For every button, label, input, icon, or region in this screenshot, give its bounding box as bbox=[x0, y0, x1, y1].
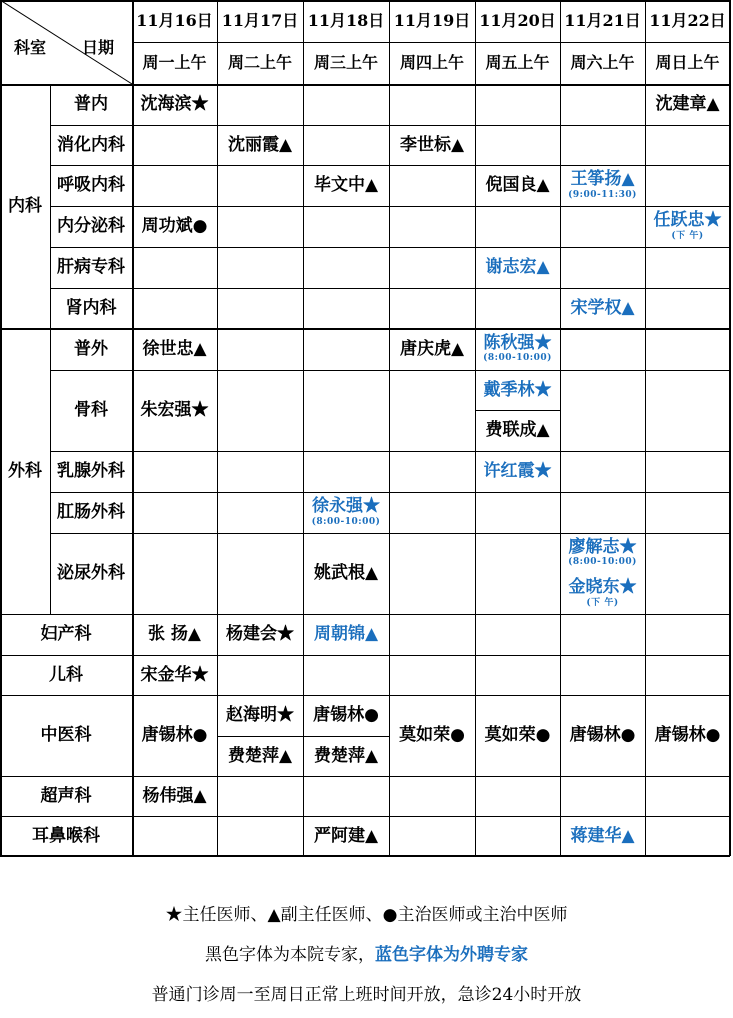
doctor-entry-text: 廖解志★ bbox=[568, 536, 637, 557]
doctor-entry-text: 沈丽霞▲ bbox=[227, 134, 293, 155]
doctor-entry-text: 周朝锦▲ bbox=[313, 624, 379, 645]
doctor-entry-text: 莫如荣● bbox=[399, 725, 465, 746]
doctor-entry bbox=[217, 695, 303, 736]
dept-xiaohua-text: 消化内科 bbox=[57, 134, 125, 155]
doctor-entry-time: (9:00-11:30) bbox=[568, 189, 637, 200]
dept-ruxian bbox=[50, 451, 132, 492]
doctor-entry-text: 宋金华★ bbox=[140, 664, 209, 685]
doctor-entry-text: 唐锡林● bbox=[569, 725, 636, 746]
dept-putong_nei-text: 普内 bbox=[74, 94, 108, 115]
doctor-entry-text: 朱宏强★ bbox=[140, 400, 209, 421]
dept-huxi-text: 呼吸内科 bbox=[57, 175, 125, 196]
doctor-entry bbox=[560, 695, 645, 776]
doctor-entry bbox=[217, 614, 303, 655]
doctor-entry-text: 沈海滨★ bbox=[140, 94, 209, 115]
doctor-entry bbox=[475, 370, 560, 410]
doctor-entry-time: (8:00-10:00) bbox=[568, 557, 637, 568]
dept-chaosheng bbox=[0, 776, 132, 816]
weekday-header-text: 周五上午 bbox=[485, 53, 550, 73]
dept-xiaohua bbox=[50, 125, 132, 165]
doctor-entry bbox=[475, 695, 560, 776]
doctor-entry bbox=[560, 533, 645, 573]
doctor-entry bbox=[217, 125, 303, 165]
doctor-entry bbox=[645, 206, 730, 247]
doctor-entry bbox=[132, 84, 217, 125]
doctor-entry bbox=[132, 614, 217, 655]
doctor-entry-text: 唐锡林● bbox=[141, 725, 208, 746]
date-header bbox=[645, 0, 730, 42]
dept-guke-text: 骨科 bbox=[74, 400, 108, 421]
doctor-entry-text: 王筝扬▲ bbox=[570, 169, 635, 190]
weekday-header bbox=[132, 42, 217, 84]
doctor-entry-text: 任跃忠★ bbox=[653, 210, 722, 231]
dept-ganbing bbox=[50, 247, 132, 288]
weekday-header bbox=[560, 42, 645, 84]
date-header-text: 11月21日 bbox=[564, 11, 641, 31]
dept-miniao bbox=[50, 533, 132, 614]
date-header-text: 11月18日 bbox=[307, 11, 385, 31]
dept-shennei-text: 肾内科 bbox=[65, 297, 117, 318]
date-header bbox=[560, 0, 645, 42]
doctor-entry bbox=[303, 695, 389, 736]
dept-zhongyi bbox=[0, 695, 132, 776]
group-surgery bbox=[0, 328, 50, 614]
weekday-header bbox=[389, 42, 475, 84]
doctor-entry-text: 金晓东★ bbox=[568, 577, 637, 598]
doctor-entry-text: 李世标▲ bbox=[399, 134, 465, 155]
doctor-entry-text: 唐庆虎▲ bbox=[399, 338, 465, 359]
dept-chaosheng-text: 超声科 bbox=[40, 785, 92, 806]
doctor-entry bbox=[132, 695, 217, 776]
date-header bbox=[475, 0, 560, 42]
doctor-entry bbox=[475, 165, 560, 206]
dept-erke-text: 儿科 bbox=[49, 664, 83, 685]
legend-rank-key: ★主任医师、▲副主任医师、●主治医师或主治中医师 bbox=[165, 905, 568, 925]
dept-huxi bbox=[50, 165, 132, 206]
doctor-entry bbox=[560, 573, 645, 614]
group-surgery-text: 外科 bbox=[8, 460, 42, 481]
dept-miniao-text: 泌尿外科 bbox=[57, 563, 125, 584]
legend-internal-note: 黑色字体为本院专家， bbox=[205, 945, 375, 965]
dept-guke bbox=[50, 370, 132, 451]
doctor-entry bbox=[303, 165, 389, 206]
doctor-entry bbox=[303, 492, 389, 533]
doctor-entry bbox=[303, 533, 389, 614]
dept-zhongyi-text: 中医科 bbox=[40, 725, 92, 746]
weekday-header bbox=[645, 42, 730, 84]
doctor-entry-text: 许红霞★ bbox=[483, 461, 552, 482]
date-header bbox=[303, 0, 389, 42]
doctor-entry-text: 费楚萍▲ bbox=[227, 745, 293, 766]
dept-ganbing-text: 肝病专科 bbox=[57, 257, 125, 278]
date-header-text: 11月20日 bbox=[479, 11, 556, 31]
doctor-entry-time: (下 午) bbox=[671, 230, 704, 241]
date-header bbox=[132, 0, 217, 42]
doctor-entry bbox=[389, 328, 475, 370]
dept-gangchang-text: 肛肠外科 bbox=[57, 502, 125, 523]
dept-putong_nei bbox=[50, 84, 132, 125]
doctor-entry bbox=[645, 84, 730, 125]
legend-external-note: 蓝色字体为外聘专家 bbox=[375, 945, 528, 965]
doctor-entry-text: 唐锡林● bbox=[654, 725, 721, 746]
weekday-header-text: 周六上午 bbox=[570, 53, 635, 73]
dept-fuchan bbox=[0, 614, 132, 655]
legend bbox=[0, 895, 733, 1015]
doctor-entry bbox=[475, 451, 560, 492]
corner-dept-label: 科室 bbox=[14, 38, 47, 57]
corner-date-label: 日期 bbox=[82, 38, 115, 57]
legend-color-key bbox=[0, 935, 733, 975]
legend-opening-hours: 普通门诊周一至周日正常上班时间开放，急诊24小时开放 bbox=[151, 985, 582, 1005]
dept-neifenmi bbox=[50, 206, 132, 247]
dept-fuchan-text: 妇产科 bbox=[40, 624, 92, 645]
date-header-text: 11月16日 bbox=[136, 11, 213, 31]
group-internal bbox=[0, 84, 50, 328]
doctor-entry-text: 陈秋强★ bbox=[483, 332, 552, 353]
doctor-entry bbox=[560, 165, 645, 206]
dept-erbihou-text: 耳鼻喉科 bbox=[32, 825, 100, 846]
date-header-text: 11月17日 bbox=[221, 11, 299, 31]
doctor-entry-text: 戴季林★ bbox=[483, 379, 552, 400]
header-diagonal bbox=[0, 0, 132, 84]
doctor-entry bbox=[560, 816, 645, 856]
dept-gangchang bbox=[50, 492, 132, 533]
doctor-entry-text: 张 扬▲ bbox=[148, 624, 201, 645]
doctor-entry bbox=[389, 695, 475, 776]
weekday-header-text: 周二上午 bbox=[227, 53, 292, 73]
doctor-entry-text: 莫如荣● bbox=[484, 725, 551, 746]
doctor-entry-text: 倪国良▲ bbox=[485, 175, 550, 196]
dept-erke bbox=[0, 655, 132, 695]
doctor-entry bbox=[217, 736, 303, 776]
doctor-entry bbox=[132, 370, 217, 451]
doctor-entry-text: 谢志宏▲ bbox=[485, 257, 550, 278]
doctor-entry-time: (8:00-10:00) bbox=[483, 353, 552, 364]
doctor-entry bbox=[475, 410, 560, 451]
row-line bbox=[50, 451, 730, 452]
doctor-entry-text: 费联成▲ bbox=[485, 420, 550, 441]
row-line bbox=[50, 247, 730, 248]
doctor-entry bbox=[132, 328, 217, 370]
doctor-entry-text: 蒋建华▲ bbox=[570, 825, 635, 846]
dept-puwai bbox=[50, 328, 132, 370]
doctor-entry-text: 赵海明★ bbox=[226, 705, 294, 726]
doctor-entry-text: 沈建章▲ bbox=[655, 94, 720, 115]
doctor-entry bbox=[389, 125, 475, 165]
dept-erbihou bbox=[0, 816, 132, 856]
doctor-entry bbox=[475, 247, 560, 288]
weekday-header-text: 周四上午 bbox=[399, 53, 464, 73]
weekday-header-text: 周一上午 bbox=[142, 53, 207, 73]
doctor-entry bbox=[303, 816, 389, 856]
doctor-entry-text: 杨建会★ bbox=[226, 624, 294, 645]
date-header-text: 11月19日 bbox=[393, 11, 471, 31]
doctor-entry-text: 毕文中▲ bbox=[313, 175, 379, 196]
doctor-entry bbox=[132, 776, 217, 816]
dept-ruxian-text: 乳腺外科 bbox=[57, 461, 125, 482]
doctor-entry-text: 严阿建▲ bbox=[313, 825, 379, 846]
dept-puwai-text: 普外 bbox=[74, 338, 108, 359]
group-internal-text: 内科 bbox=[8, 195, 42, 216]
weekday-header bbox=[475, 42, 560, 84]
doctor-entry bbox=[303, 736, 389, 776]
doctor-entry-text: 唐锡林● bbox=[313, 705, 379, 726]
doctor-entry bbox=[560, 288, 645, 328]
date-header-text: 11月22日 bbox=[649, 11, 726, 31]
date-header bbox=[389, 0, 475, 42]
doctor-entry-text: 徐世忠▲ bbox=[142, 338, 207, 359]
weekday-header bbox=[217, 42, 303, 84]
doctor-entry bbox=[132, 206, 217, 247]
doctor-entry-time: (下 午) bbox=[586, 597, 619, 608]
doctor-entry bbox=[303, 614, 389, 655]
weekday-header-text: 周三上午 bbox=[313, 53, 378, 73]
weekday-header-text: 周日上午 bbox=[655, 53, 720, 73]
doctor-entry bbox=[475, 328, 560, 370]
row-line bbox=[50, 492, 730, 493]
doctor-entry-text: 徐永强★ bbox=[312, 496, 380, 517]
doctor-entry bbox=[132, 655, 217, 695]
dept-neifenmi-text: 内分泌科 bbox=[57, 216, 125, 237]
doctor-entry-text: 宋学权▲ bbox=[570, 297, 635, 318]
doctor-entry bbox=[645, 695, 730, 776]
doctor-entry-text: 费楚萍▲ bbox=[313, 745, 379, 766]
doctor-entry-text: 杨伟强▲ bbox=[142, 785, 207, 806]
date-header bbox=[217, 0, 303, 42]
weekday-header bbox=[303, 42, 389, 84]
dept-shennei bbox=[50, 288, 132, 328]
doctor-entry-time: (8:00-10:00) bbox=[311, 516, 381, 527]
doctor-entry-text: 姚武根▲ bbox=[313, 563, 379, 584]
doctor-entry-text: 周功斌● bbox=[141, 216, 208, 237]
